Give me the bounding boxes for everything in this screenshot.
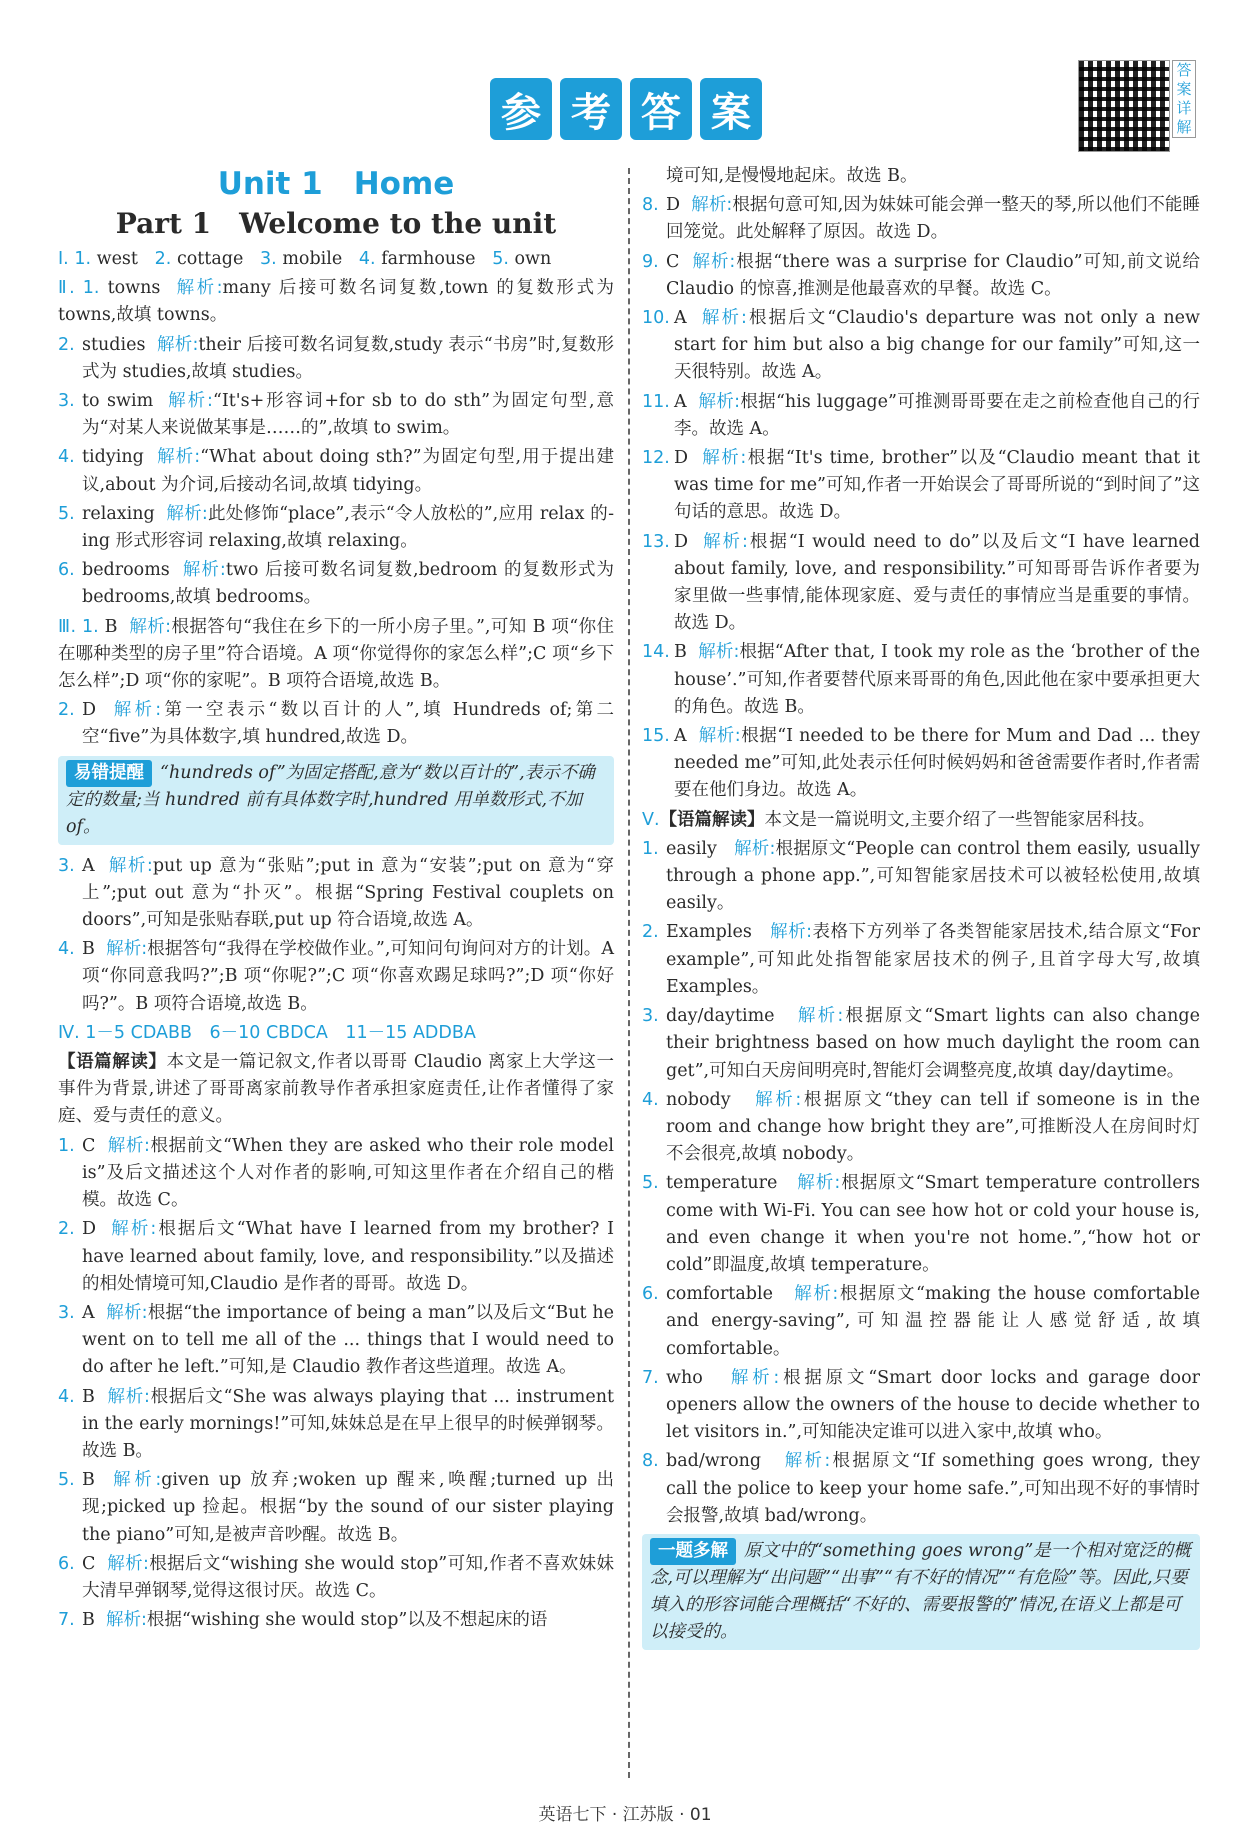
answer-item: 12. D 解析:根据“It's time, brother”以及“Claudio meant that it was time for me”可知,作者一开始误会了哥哥所说的“到时间了”这句话的意思。故选 D。 [642,448,1200,523]
unit-title: Unit 1 Home [217,166,455,202]
answer-item: 14. B 解析:根据“After that, I took my role as the ‘brother of the house’.”可知,作者要替代原来哥哥的角色,因此他在家中要承担更大的角色。故选 B。 [642,642,1200,717]
right-column [642,163,1200,1658]
title-char: 考 [560,78,622,140]
answer-item: 1. C 解析:根据前文“When they are asked who their role model is”及后文描述这个人对作者的影响,可知这里作者在介绍自己的楷模。故选 C。 [58,1135,614,1211]
answer-item: Ⅲ. 1. B 解析:根据答句“我住在乡下的一所小房子里。”,可知 B 项“你住在哪种类型的房子里”符合语境。A 项“你觉得你的家怎么样”;C 项“乡下怎么样”;D 项“你的家呢”。B 项符合语境,故选 B。 [58,616,614,692]
section-1-answers: Ⅰ. 1. west 2. cottage 3. mobile 4. farmhouse 5. own [58,249,552,269]
answer-item: 2. D 解析:第一空表示“数以百计的人”,填 Hundreds of;第二空“five”为具体数字,填 hundred,故选 D。 [58,700,614,748]
answer-item: 2. D 解析:根据后文“What have I learned from my brother? I have learned about family, love, and responsibility.”以及描述的相处情境可知,Claudio 是作者的哥哥。故选 D。 [58,1219,614,1294]
answer-item-continued: 境可知,是慢慢地起床。故选 B。 [666,166,918,186]
answer-item: 1. easily 解析:根据原文“People can control them easily, usually through a phone app.”,可知智能家居技术可以被轻松使用,故填 easily。 [642,838,1200,914]
answer-item: 10. A 解析:根据后文“Claudio's departure was not only a new start for him but also a big change for our family”可知,这一天很特别。故选 A。 [642,308,1200,383]
answer-item: 3. A 解析:put up 意为“张贴”;put in 意为“安装”;put on 意为“穿上”;put out 意为“扑灭”。根据“Spring Festival couplets on doors”,可知是张贴春联,put up 符合语境,故选 A。 [58,855,614,931]
answer-item: 13. D 解析:根据“I would need to do”以及后文“I have learned about family, love, and responsibility.”可知哥哥告诉作者要为家里做一些事情,能体现家庭、爱与责任的事情应当是重要的事情。故选 D。 [642,531,1200,634]
reading-summary: Ⅴ.【语篇解读】本文是一篇说明文,主要介绍了一些智能家居科技。 [642,809,1156,830]
answer-item: 6. C 解析:根据后文“wishing she would stop”可知,作者不喜欢妹妹大清早弹钢琴,觉得这很讨厌。故选 C。 [58,1553,614,1601]
tip-tag: 易错提醒 [66,760,152,787]
answer-item: 3. A 解析:根据“the importance of being a man”以及后文“But he went on to tell me all of the ... things that I would need to do after he left.”可知,是 Claudio 教作者这些道理。故选 A。 [58,1302,614,1378]
tip-box: 一题多解 原文中的“something goes wrong”是一个相对宽泛的概念,可以理解为“出问题”“出事”“有不好的情况”“有危险”等。因此,只要填入的形容词能合理概括“不好的、需要报警的”情况,在语义上都是可以接受的。 [642,1534,1200,1650]
reading-summary: 【语篇解读】本文是一篇记叙文,作者以哥哥 Claudio 离家上大学这一事件为背景,讲述了哥哥离家前教导作者承担家庭责任,让作者懂得了家庭、爱与责任的意义。 [58,1052,615,1127]
title-char: 案 [700,78,762,140]
answer-item: 3. day/daytime 解析:根据原文“Smart lights can also change their brightness based on how much daylight the room can get”,可知白天房间明亮时,智能灯会调整亮度,故填 day/daytime。 [642,1006,1200,1081]
tip-box: 易错提醒 “hundreds of”为固定搭配,意为“数以百计的”,表示不确定的数量;当 hundred 前有具体数字时,hundred 用单数形式,不加 of。 [58,756,614,845]
answer-item: 5. B 解析:given up 放弃;woken up 醒来,唤醒;turned up 出现;picked up 捡起。根据“by the sound of our sister playing the piano”可知,是被声音吵醒。故选 B。 [58,1470,614,1545]
answer-item: 8. bad/wrong 解析:根据原文“If something goes wrong, they call the police to keep your home safe.”,可知出现不好的事情时会报警,故填 bad/wrong。 [642,1451,1200,1526]
answer-item: 7. B 解析:根据“wishing she would stop”以及不想起床的语 [58,1610,548,1631]
answer-item: 9. C 解析:根据“there was a surprise for Claudio”可知,前文说给 Claudio 的惊喜,推测是他最喜欢的早餐。故选 C。 [642,251,1200,299]
answer-item: 4. nobody 解析:根据原文“they can tell if someone is in the room and change how bright they are”,可推断没人在房间时灯不会很亮,故填 nobody。 [642,1089,1200,1165]
qr-label: 答案详解 [1172,60,1196,138]
title-char: 答 [630,78,692,140]
answer-item: 3. to swim 解析:“It's+形容词+for sb to do sth”为固定句型,意为“对某人来说做某事是……的”,故填 to swim。 [58,391,614,439]
column-divider [628,168,630,1778]
answer-item: 15. A 解析:根据“I needed to be there for Mum and Dad ... they needed me”可知,此处表示任何时候妈妈和爸爸需要作者时,作者需要在他们身边。故选 A。 [642,726,1200,801]
page-footer: 英语七下 · 江苏版 · 01 [538,1805,712,1825]
answer-item: 5. relaxing 解析:此处修饰“place”,表示“令人放松的”,应用 relax 的-ing 形式形容词 relaxing,故填 relaxing。 [58,503,614,552]
tip-tag: 一题多解 [650,1538,736,1565]
section-4-answers: Ⅳ. 1－5 CDABB 6－10 CBDCA 11－15 ADDBA [58,1022,476,1043]
answer-item: 5. temperature 解析:根据原文“Smart temperature controllers come with Wi-Fi. You can see how hot or cold your house is, and even change it when you're not home.”,“how hot or cold”即温度,故填 temperature。 [642,1173,1200,1275]
answer-item: 2. studies 解析:their 后接可数名词复数,study 表示“书房”时,复数形式为 studies,故填 studies。 [58,334,614,382]
answer-item: 6. comfortable 解析:根据原文“making the house comfortable and energy-saving”,可知温控器能让人感觉舒适,故填 comfortable。 [642,1284,1200,1359]
answer-item: Ⅱ. 1. towns 解析:many 后接可数名词复数,town 的复数形式为 towns,故填 towns。 [58,278,614,326]
answer-item: 4. tidying 解析:“What about doing sth?”为固定句型,用于提出建议,about 为介词,后接动名词,故填 tidying。 [58,447,614,495]
part-title: Part 1 Welcome to the unit [115,207,557,240]
answer-item: 4. B 解析:根据答句“我得在学校做作业。”,可知问句询问对方的计划。A 项“你同意我吗?”;B 项“你呢?”;C 项“你喜欢踢足球吗?”;D 项“你好吗?”。B 项符合语境,故选 B。 [58,939,614,1014]
answer-item: 7. who 解析:根据原文“Smart door locks and garage door openers allow the owners of the house to decide whether to let visitors in.”,可知能决定谁可以进入家中,故填 who。 [642,1367,1200,1443]
answer-item: 4. B 解析:根据后文“She was always playing that ... instrument in the early mornings!”可知,妹妹总是在早上很早的时候弹钢琴。故选 B。 [58,1386,614,1461]
answer-item: 8. D 解析:根据句意可知,因为妹妹可能会弹一整天的琴,所以他们不能睡回笼觉。此处解释了原因。故选 D。 [642,195,1200,243]
title-char: 参 [490,78,552,140]
answer-item: 11. A 解析:根据“his luggage”可推测哥哥要在走之前检查他自己的行李。故选 A。 [642,391,1200,439]
answer-item: 2. Examples 解析:表格下方列举了各类智能家居技术,结合原文“For example”,可知此处指智能家居技术的例子,且首字母大写,故填 Examples。 [642,922,1200,997]
page-title [490,78,762,140]
left-column [58,162,614,1636]
answer-item: 6. bedrooms 解析:two 后接可数名词复数,bedroom 的复数形式为 bedrooms,故填 bedrooms。 [58,560,614,608]
qr-code-icon[interactable] [1078,60,1170,152]
